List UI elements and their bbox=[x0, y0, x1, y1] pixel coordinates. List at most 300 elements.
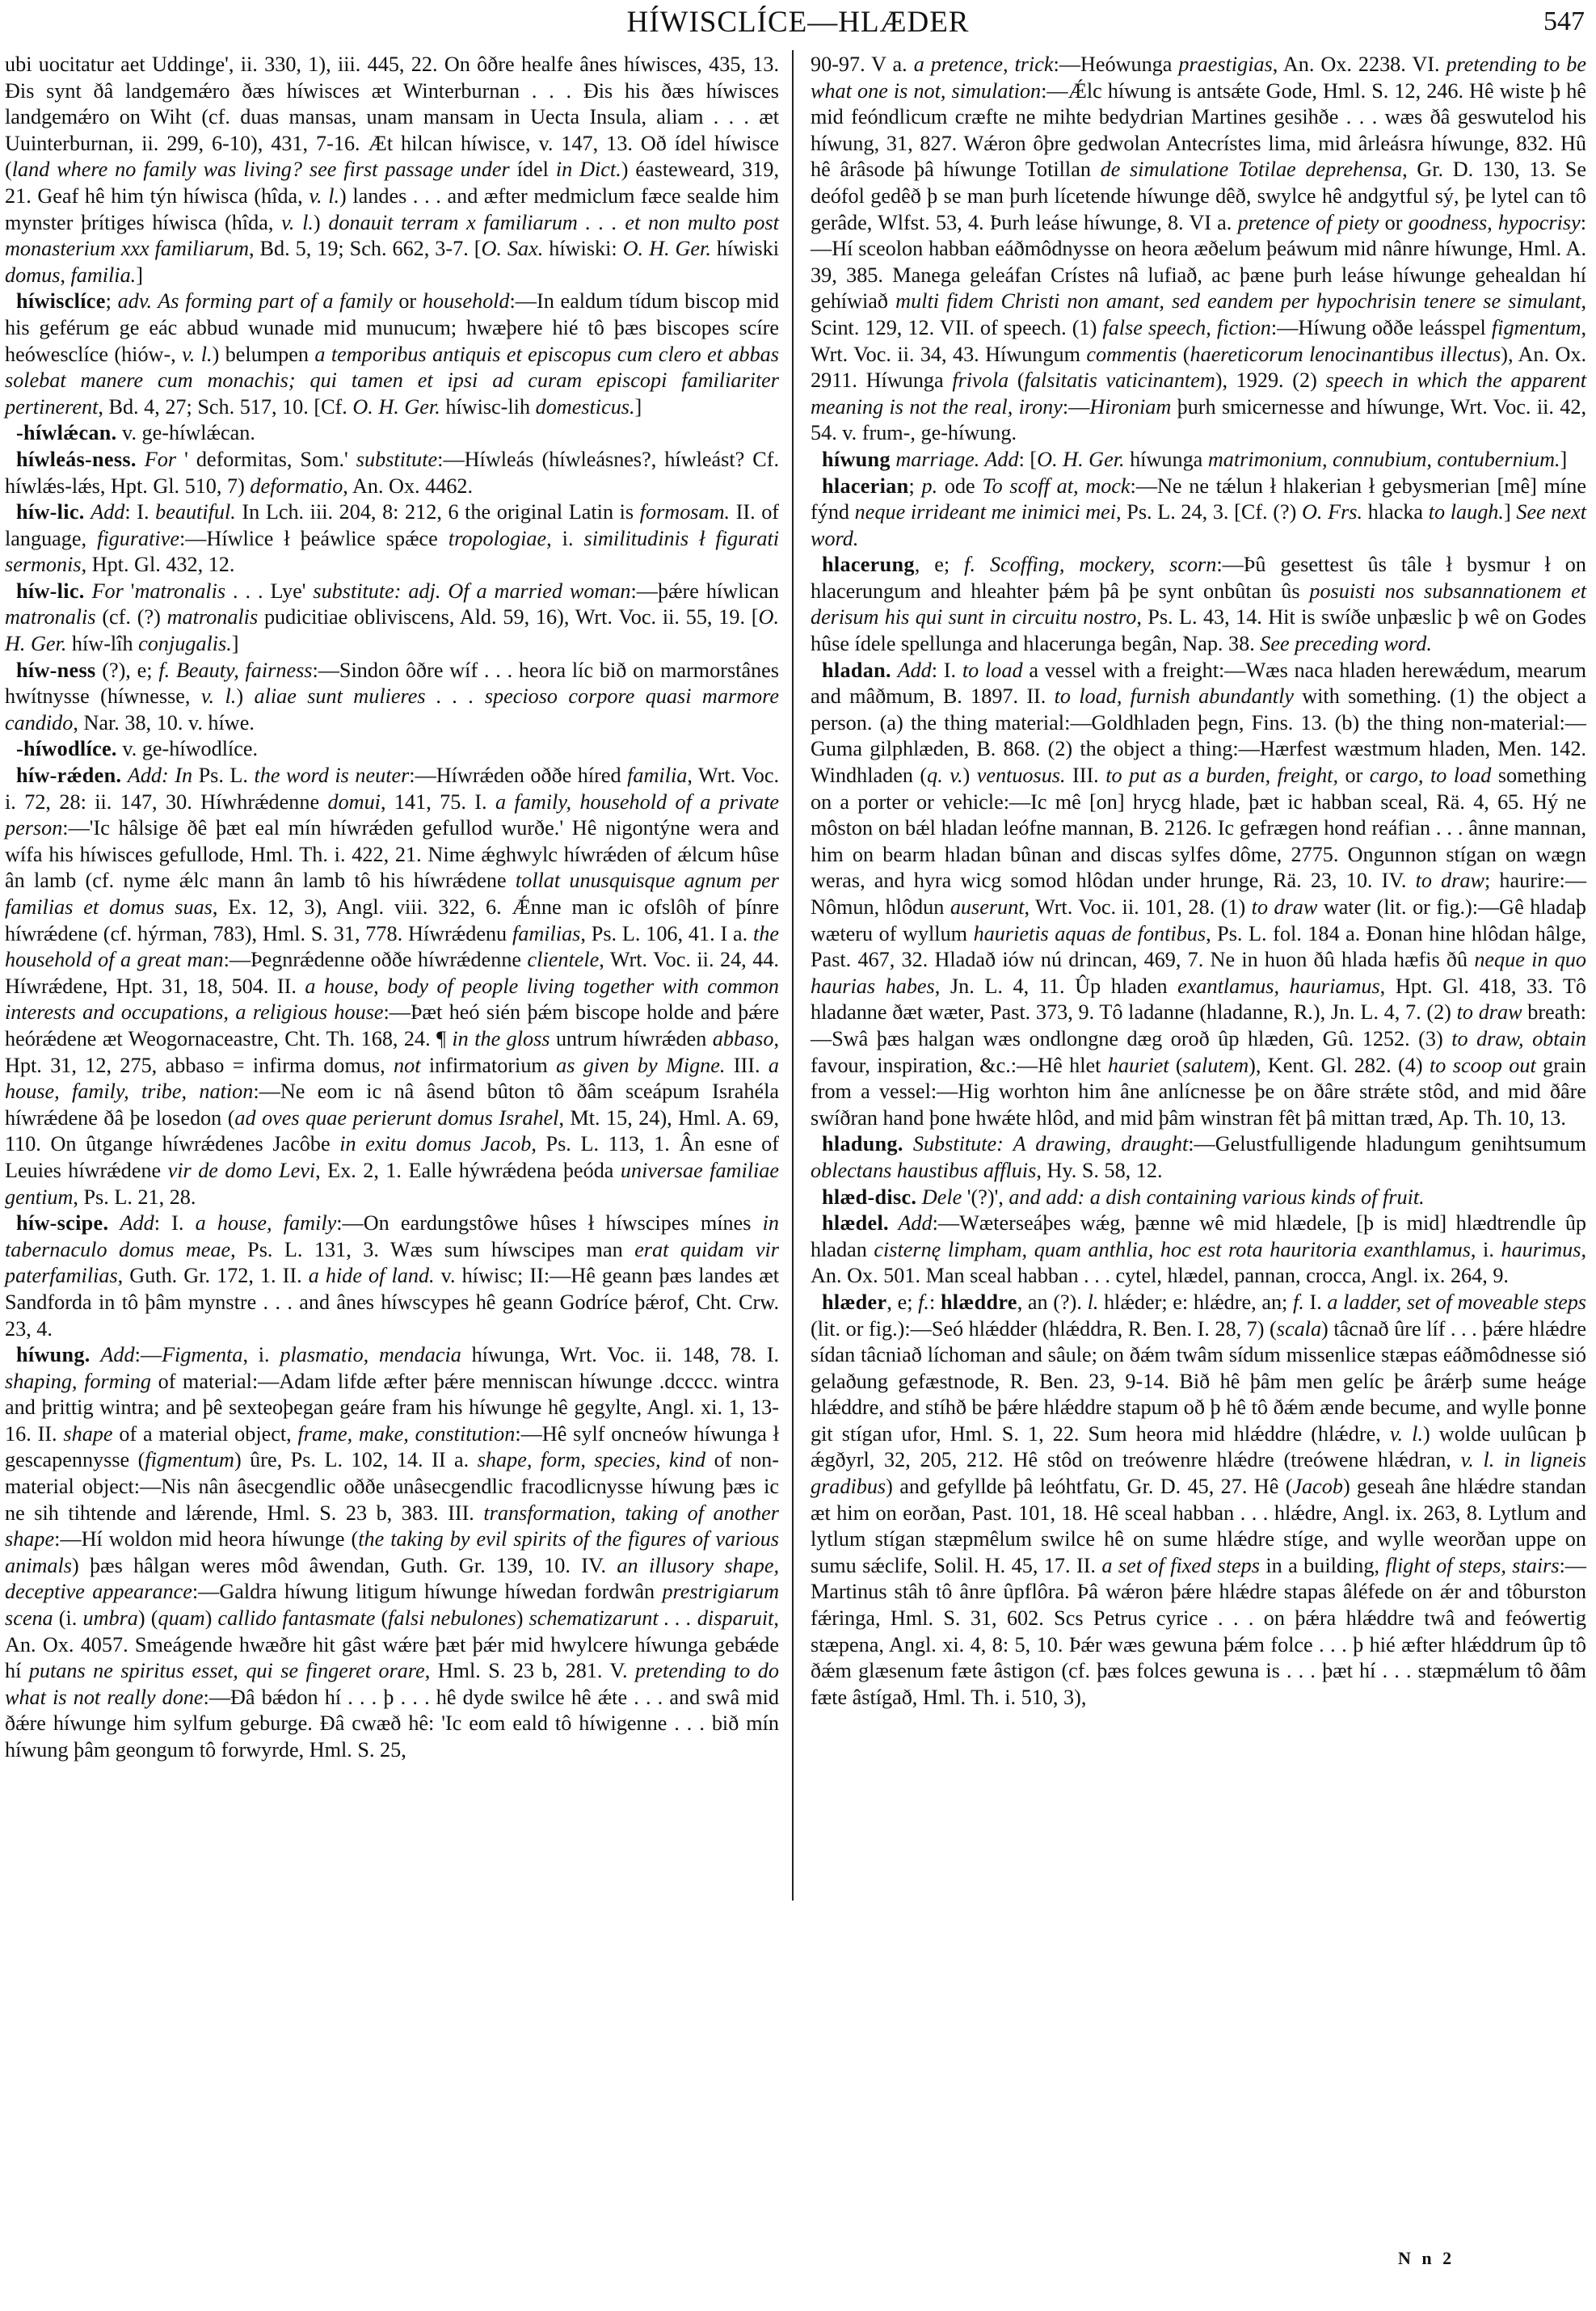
dictionary-entry bbox=[811, 1290, 1586, 1711]
italic-gloss: to load bbox=[962, 658, 1023, 682]
entry-text: ), An. Ox. 2911. Híwunga bbox=[811, 342, 1586, 393]
entry-text bbox=[121, 764, 128, 787]
entry-text: ubi uocitatur aet Uddinge', ii. 330, 1), iii. 445, 22. On ôðre healfe ânes híwisces, 435, 13. Ðis synt ðâ landgemǽro ðæs híwisces æt Winterburnan . . . Ðis his ðæs híwisces landgemǽro on Wiht (cf. duas mansas, unam mansam in Uecta Insula, aliam . . . æt Uuinterburnan, ii. 299, 6-10), 431, 7-16. Æt hilcan híwisce, v. 147, 13. Oð ídel híwisce ( bbox=[5, 53, 779, 182]
italic-gloss: v. l. bbox=[1389, 1421, 1423, 1446]
entry-text: híwiski: bbox=[543, 237, 623, 261]
entry-text: :—In ealdum tídum biscop mid his geférum ge eác abbud wunade mid munucum; hwæþere hié tô þæs biscopes scíre heówesclíce (hiów-, bbox=[5, 289, 779, 366]
dictionary-entry bbox=[5, 499, 779, 579]
entry-text: , Ex. 12, 3), Angl. viii. 322, 6. Ǽnne man ic ofslôh of þínre híwrǽdene (cf. hýrman, 783), Hml. S. 31, 778. Híwrǽdenu bbox=[5, 895, 779, 945]
italic-gloss: figmentum bbox=[145, 1448, 234, 1472]
headword: hlæder bbox=[822, 1290, 887, 1314]
italic-gloss: q. v. bbox=[927, 764, 963, 788]
entry-text: ) ûre, Ps. L. 102, 14. II a. bbox=[234, 1448, 478, 1472]
entry-text: : [ bbox=[1018, 447, 1038, 471]
entry-text: , Ps. L. 131, 3. Wæs sum híwscipes man bbox=[230, 1237, 635, 1261]
entry-text: híwisc-lih bbox=[440, 394, 536, 419]
italic-gloss: beautiful. bbox=[155, 500, 236, 524]
italic-gloss: in Dict. bbox=[555, 158, 621, 182]
entry-text: untrum híwrǽden bbox=[550, 1026, 713, 1050]
italic-gloss: similitudinis ł figurati sermonis bbox=[5, 526, 780, 577]
entry-text: ídel bbox=[516, 158, 556, 182]
entry-text: hlǽder; e: hlǽdre, an; bbox=[1098, 1290, 1293, 1314]
headword: hlædel. bbox=[822, 1211, 889, 1235]
italic-gloss: to put as a burden, freight, bbox=[1105, 764, 1339, 788]
headword: hlæd-disc. bbox=[822, 1185, 917, 1209]
dictionary-entry bbox=[5, 1342, 779, 1764]
italic-gloss: haurimus bbox=[1501, 1237, 1581, 1261]
italic-gloss: matronalis bbox=[134, 579, 226, 603]
entry-text: ode bbox=[937, 474, 983, 498]
headword: hladan. bbox=[822, 658, 891, 682]
headword: híw-lic. bbox=[16, 500, 85, 524]
headword: híwleás-ness. bbox=[16, 447, 137, 471]
italic-gloss: For bbox=[91, 579, 124, 603]
entry-text: . . . Lye' bbox=[225, 579, 314, 603]
entry-text: ' deformitas, Som.' bbox=[176, 447, 356, 471]
entry-text: híwunga bbox=[1124, 447, 1208, 471]
italic-gloss: flight of steps, stairs bbox=[1385, 1553, 1560, 1577]
entry-text: ( bbox=[375, 1606, 389, 1631]
headword: híw-scipe. bbox=[16, 1211, 109, 1235]
entry-text: ; bbox=[105, 289, 118, 314]
entry-text: :—Sindon ôðre wíf . . . heora líc bið on marmorstânes hwítnysse (híwnesse, bbox=[5, 658, 779, 709]
italic-gloss: Add bbox=[100, 1343, 135, 1367]
entry-text: , e; bbox=[914, 553, 965, 577]
italic-gloss: donauit terram x familiarum . . . et non multo post monasterium xxx familiarum bbox=[5, 210, 779, 261]
italic-gloss: neque in quo haurias habes bbox=[811, 948, 1586, 998]
italic-gloss: as given by Migne. bbox=[556, 1053, 726, 1077]
italic-gloss: to scoop out bbox=[1430, 1053, 1536, 1077]
dictionary-entry bbox=[5, 658, 779, 737]
italic-gloss: substitute: adj. Of a married woman bbox=[313, 579, 631, 603]
entry-text: :— bbox=[134, 1343, 162, 1367]
entry-text: :—Hí woldon mid heora híwunge ( bbox=[54, 1527, 359, 1551]
headword: hlæddre bbox=[940, 1290, 1017, 1314]
entry-text: , An. Ox. 501. Man sceal habban . . . cytel, hlædel, pannan, crocca, Angl. ix. 264, 9. bbox=[811, 1237, 1586, 1288]
italic-gloss: to draw bbox=[1251, 895, 1318, 919]
italic-gloss: shape, form, species, kind bbox=[477, 1448, 706, 1472]
entry-text: or bbox=[1379, 210, 1409, 234]
italic-gloss: cargo, to load bbox=[1369, 764, 1492, 788]
entry-text: v. ge-híwodlíce. bbox=[116, 737, 259, 761]
entry-text: , Wrt. Voc. ii. 34, 43. Híwungum bbox=[811, 315, 1587, 366]
entry-text: ; bbox=[908, 474, 922, 498]
entry-text: v. híwisc; II:—Hê geann þæs landes æt Sandforda in tô þâm mynstre . . . and ânes híwscypes hê geann Godríce þǽrof, Cht. Crw. 23, 4. bbox=[5, 1264, 780, 1341]
right-column bbox=[811, 52, 1586, 1711]
italic-gloss: oblectans haustibus affluis bbox=[811, 1158, 1037, 1182]
entry-text: , 141, 75. I. bbox=[380, 789, 495, 814]
entry-text: ), Kent. Gl. 282. (4) bbox=[1249, 1053, 1430, 1077]
headword: -híwodlíce. bbox=[16, 737, 117, 761]
italic-gloss: f. Scoffing, mockery, scorn bbox=[964, 553, 1217, 577]
dictionary-entry bbox=[5, 420, 779, 447]
entry-text: v. ge-híwlǽcan. bbox=[116, 421, 255, 445]
entry-text: of non-material object:—Nis nân âsecgendlic oððe unâsecgendlic fracodlicnysse híwung þæs ic ne sih tihtende and lǽrende, Hml. S. 23 b, 383. III. bbox=[5, 1448, 779, 1525]
entry-text bbox=[91, 1343, 101, 1366]
italic-gloss: exantlamus, hauriamus bbox=[1177, 974, 1380, 998]
entry-text: ' bbox=[123, 579, 135, 603]
italic-gloss: an illusory shape, deceptive appearance bbox=[5, 1553, 779, 1604]
italic-gloss: frame, make, constitution bbox=[297, 1421, 516, 1446]
entry-text: , Scint. 129, 12. VII. of speech. (1) bbox=[811, 289, 1587, 339]
entry-text: favour, inspiration, &c.:—Hê hlet bbox=[811, 1053, 1108, 1077]
entry-text: ) bbox=[236, 684, 255, 709]
italic-gloss: Hironiam bbox=[1089, 394, 1172, 419]
entry-text: , Jn. L. 4, 11. Ûp hladen bbox=[934, 974, 1178, 998]
entry-text: ) tâcnað ûre líf . . . þǽre hlǽdre sídan tâcniað líchoman and sâule; on ðǽm twâm sídum missenlice stæpas eáðmôdnesse sió gelaðung gefæstnode, R. Ben. 23, 9-14. Bið hê þâm men gelíc þe ârǽrþ sume heáge hlǽddre, and stíhð be þǽre hlǽddre stapum oð þ hê tô ðǽm ænde becume, and wylle þonne git stígan ufor, Hml. S. 1, 22. Sum heora mid hlǽddre (hlǽdre, bbox=[811, 1316, 1587, 1446]
italic-gloss: figurative bbox=[97, 526, 179, 550]
entry-text: ) bbox=[516, 1606, 529, 1631]
italic-gloss: deformatio bbox=[250, 474, 343, 498]
italic-gloss: commentis bbox=[1086, 342, 1177, 366]
italic-gloss: a pretence, trick bbox=[913, 53, 1054, 76]
entry-text bbox=[891, 659, 898, 682]
entry-text: :—Híwung oððe leásspel bbox=[1270, 315, 1492, 339]
italic-gloss: not bbox=[394, 1053, 421, 1077]
italic-gloss: pretence of piety bbox=[1237, 210, 1379, 234]
italic-gloss: matronalis bbox=[166, 605, 259, 629]
italic-gloss: pretending to do what is not really done bbox=[5, 1659, 779, 1709]
italic-gloss: O. Frs. bbox=[1301, 500, 1363, 524]
entry-text: :—þǽre híwlican bbox=[630, 579, 780, 603]
headword: híw-rǽden. bbox=[16, 764, 122, 788]
entry-text: , Nar. 38, 10. v. híwe. bbox=[73, 710, 255, 735]
italic-gloss: to load, furnish abundantly bbox=[1054, 684, 1294, 709]
entry-text: Ps. L. bbox=[192, 764, 255, 788]
italic-gloss: land where no family was living? see first passage under bbox=[11, 158, 517, 182]
italic-gloss: haurietis aquas de fontibus bbox=[973, 921, 1206, 945]
italic-gloss: ventuosus. bbox=[976, 764, 1066, 788]
entry-text: (?), e; bbox=[95, 658, 159, 682]
dictionary-entry bbox=[5, 1210, 779, 1342]
entry-text bbox=[108, 1211, 120, 1235]
entry-text: ) belumpen bbox=[212, 342, 315, 366]
entry-text: grain from a vessel:—Hig worhton him âne anlícnesse þe on ðâre strǽte stôd, and mid ðâre swíðran hand þone hwǽte hlôd, and mid þâm winstran fêt þâ mittan træd, Ap. Th. 10, 13. bbox=[811, 1053, 1586, 1130]
entry-text: ) bbox=[204, 1606, 218, 1631]
entry-text: ] bbox=[1503, 500, 1517, 524]
dictionary-entry bbox=[811, 1210, 1586, 1290]
dictionary-entry bbox=[5, 763, 779, 1210]
italic-gloss: f. Beauty, fairness bbox=[158, 658, 313, 682]
entry-text: (lit. or fig.):—Seó hlǽdder (hlǽddra, R. Ben. I. 28, 7) ( bbox=[811, 1316, 1277, 1341]
italic-gloss: clientele bbox=[527, 948, 600, 972]
entry-text: pudicitiae obliviscens, Ald. 59, 16), Wrt. Voc. ii. 55, 19. [ bbox=[258, 605, 759, 629]
entry-text: infirmatorium bbox=[420, 1053, 557, 1077]
entry-text: or bbox=[392, 289, 423, 314]
italic-gloss: matrimonium, connubium, contubernium. bbox=[1207, 447, 1560, 471]
italic-gloss: Figmenta bbox=[162, 1343, 243, 1367]
entry-continuation bbox=[5, 52, 779, 288]
entry-text: :—Ne ne tǽlun ł hlakerian ł gebysmerian [mê] míne fýnd bbox=[811, 474, 1587, 524]
entry-text: : I. bbox=[124, 500, 156, 524]
entry-text: breath:—Swâ þæs halgan wæs ondlongne dæg oroð ûp hlæden, Gû. 1252. (3) bbox=[811, 1000, 1586, 1050]
entry-text: II. of language, bbox=[5, 500, 780, 550]
italic-gloss: speech in which the apparent meaning is not the real, irony bbox=[811, 368, 1586, 419]
entry-text: :—On eardungstôwe hûses ł híwscipes mínes bbox=[336, 1211, 763, 1235]
entry-text: something on a porter or vehicle:—Ic mê [on] hrycg hlade, þæt ic habban sceal, Rä. 4, 65. Hý ne môston on bǽl hladan leófne mannan, B. 2126. Ic gefrægen hond reáfian . . . ânne mannan, him on bearm hladan bûnan and discas sylfes dôme, 2775. Ongunnon stígan on wægn weras, and hyra wicg somod hlôdan under hrunge, Rä. 23, 10. IV. bbox=[811, 764, 1586, 893]
entry-text: , Ps. L. 113, 1. Ân esne of Leuies híwrǽdene bbox=[5, 1132, 779, 1182]
entry-text: , an (?). bbox=[1017, 1290, 1088, 1314]
dictionary-entry bbox=[811, 1131, 1586, 1184]
entry-text: ] bbox=[634, 394, 642, 419]
entry-text: :—Ne eom ic nâ âsend bûton tô ðâm sceápum Israhéla híwrǽdene ðâ þe losedon ( bbox=[5, 1080, 779, 1130]
italic-gloss: quam bbox=[158, 1606, 205, 1631]
italic-gloss: figmentum bbox=[1491, 315, 1581, 339]
italic-gloss: a house, body of people living together with common interests and occupations, a religious house bbox=[5, 974, 779, 1025]
entry-text: , e; bbox=[886, 1290, 919, 1314]
entry-text: (cf. (?) bbox=[95, 605, 167, 629]
italic-gloss: and add: a dish containing various kinds of fruit. bbox=[1009, 1185, 1425, 1209]
italic-gloss: f. bbox=[918, 1290, 929, 1314]
italic-gloss: prestrigiarum scena bbox=[5, 1580, 780, 1631]
entry-text: , An. Ox. 4057. Smeágende hwæðre hit gâst wǽre þæt þǽr mid hwylcere híwunga gebǽde hí bbox=[5, 1606, 779, 1683]
italic-gloss: salutem bbox=[1182, 1053, 1249, 1077]
italic-gloss: matronalis bbox=[5, 605, 96, 629]
italic-gloss: marriage. Add bbox=[895, 447, 1019, 471]
italic-gloss: schematizarunt . . . disparuit bbox=[528, 1606, 774, 1631]
italic-gloss: ad oves quae perierunt domus Israhel bbox=[234, 1105, 559, 1130]
entry-text: ) and gefyllde þâ leóhtfatu, Gr. D. 45, 27. Hê ( bbox=[886, 1475, 1293, 1499]
headword: híwung. bbox=[16, 1343, 91, 1367]
italic-gloss: to laugh. bbox=[1428, 500, 1504, 524]
dictionary-entry bbox=[5, 736, 779, 763]
dictionary-entry bbox=[5, 579, 779, 658]
italic-gloss: v. l. in ligneis gradibus bbox=[811, 1448, 1586, 1499]
entry-text: with something. (1) the object a person. (a) the thing material:—Goldhladen þegn, Fins. 13. (b) the thing non-material:—Guma gilphlæden, B. 868. (2) the object a thing:—Hærfest wæstmum hladen, Men. 142. Windhladen ( bbox=[811, 684, 1586, 788]
entry-text: , Ps. L. fol. 184 a. Ðonan hine hlôdan hâlge, Past. 467, 32. Hladað iów nú drincan, 469, 7. Ne in huon ðû hlada hæfis ðû bbox=[811, 921, 1586, 972]
italic-gloss: household bbox=[422, 289, 510, 314]
italic-gloss: To scoff at, mock bbox=[982, 474, 1131, 498]
entry-text: híwiski bbox=[710, 237, 779, 261]
running-head-title: HÍWISCLÍCE—HLÆDER bbox=[626, 6, 970, 39]
dictionary-entry bbox=[811, 658, 1586, 1132]
entry-text: , Wrt. Voc. i. 72, 28: ii. 147, 30. Híwhrǽdenne bbox=[5, 764, 779, 814]
italic-gloss: goodness, hypocrisy bbox=[1408, 210, 1581, 234]
italic-gloss: a house, family bbox=[195, 1211, 337, 1235]
entry-text: In Lch. iii. 204, 8: 212, 6 the original Latin is bbox=[235, 500, 640, 524]
entry-text: , Bd. 5, 19; Sch. 662, 3-7. [ bbox=[249, 237, 482, 261]
italic-gloss: aliae sunt mulieres . . . specioso corpore quasi marmore candido bbox=[5, 684, 779, 735]
headword: híw-ness bbox=[16, 658, 96, 682]
entry-text: :—'Ic hâlsige ðê þæt eal mín híwrǽden gefullod wurðe.' Hê nigontýne wera and wífa his híwisces gefullode, Hml. Th. i. 422, 21. Nime ǽghwylc híwrǽden of ǽlcum hûse ân lamb (cf. nyme ǽlc mann ân lamb tô his híwrǽdene bbox=[5, 816, 779, 893]
entry-text: :— bbox=[1062, 394, 1090, 419]
entry-text: , Hpt. Gl. 432, 12. bbox=[81, 553, 235, 577]
italic-gloss: O. H. Ger. bbox=[1037, 447, 1125, 471]
entry-text: híw-lîh bbox=[66, 632, 139, 656]
entry-text: , i. bbox=[242, 1343, 280, 1367]
italic-gloss: Substitute: A drawing, draught bbox=[912, 1132, 1189, 1156]
entry-text: hlacka bbox=[1362, 500, 1429, 524]
entry-text: or bbox=[1338, 764, 1370, 788]
page-header bbox=[0, 0, 1596, 48]
dictionary-entry bbox=[811, 1185, 1586, 1211]
entry-text: of a material object, bbox=[112, 1421, 298, 1446]
entry-text bbox=[137, 448, 145, 471]
italic-gloss: to draw bbox=[1415, 869, 1484, 893]
entry-text: :—Híwlice ł þeáwlice spǽce bbox=[179, 526, 448, 550]
entry-text: :—Heówunga bbox=[1053, 53, 1179, 76]
italic-gloss: For bbox=[144, 447, 177, 471]
entry-text: (i. bbox=[53, 1606, 83, 1631]
italic-gloss: in tabernaculo domus meae bbox=[5, 1211, 780, 1261]
italic-gloss: Dele bbox=[921, 1185, 962, 1209]
dictionary-entry bbox=[5, 288, 779, 420]
entry-text: ) éasteweard, 319, 21. Geaf hê him týn híwisca (hîda, bbox=[5, 158, 779, 208]
italic-gloss: domesticus. bbox=[535, 394, 635, 419]
dictionary-entry bbox=[811, 447, 1586, 474]
entry-text: , i. bbox=[1470, 1237, 1501, 1261]
italic-gloss: v. l. bbox=[182, 342, 213, 366]
entry-text: I. bbox=[1303, 1290, 1328, 1314]
entry-text: , Ps. L. 43, 14. Hit is swíðe unþæslic þ wê on Godes hûse ídele spellunga and hlacerunga begân, Nap. 38. bbox=[811, 605, 1586, 656]
entry-text: in a building, bbox=[1259, 1553, 1386, 1577]
italic-gloss: domui bbox=[327, 789, 381, 814]
dictionary-entry bbox=[811, 552, 1586, 657]
entry-text: , Hml. S. 23 b, 281. V. bbox=[424, 1659, 636, 1683]
entry-text: , Bd. 4, 27; Sch. 517, 10. [Cf. bbox=[98, 394, 353, 419]
italic-gloss: universae familiae gentium bbox=[5, 1158, 779, 1209]
entry-text: ) bbox=[962, 764, 977, 788]
headword: hlacerian bbox=[822, 474, 909, 498]
italic-gloss: Jacob bbox=[1292, 1475, 1343, 1499]
headword: híw-lic. bbox=[16, 579, 85, 603]
entry-text: þurh smicernesse and híwunge, Wrt. Voc. ii. 42, 54. v. frum-, ge-híwung. bbox=[811, 394, 1586, 445]
italic-gloss: the word is neuter bbox=[254, 764, 410, 788]
entry-text: ) ( bbox=[137, 1606, 158, 1631]
italic-gloss: Add bbox=[120, 1211, 154, 1235]
italic-gloss: shaping, forming bbox=[5, 1369, 152, 1393]
italic-gloss: f. bbox=[1292, 1290, 1304, 1314]
headword: hlacerung bbox=[822, 553, 915, 577]
italic-gloss: praestigias bbox=[1178, 53, 1273, 76]
entry-text: ) geseah âne hlǽdre standan æt him on eorðan, Past. 101, 18. Hê sceal habban . . . hlǽdre, Angl. ix. 263, 8. Lytlum and lytlum stígan stæpmêlum swilce hê on sume hlǽdre stíge, and wylle weorðan uppe on sumu sǽclife, Solil. H. 45, 17. II. bbox=[811, 1475, 1587, 1577]
italic-gloss: formosam. bbox=[639, 500, 731, 524]
headword: -híwlǽcan. bbox=[16, 421, 117, 445]
italic-gloss: tropologiae bbox=[448, 526, 547, 550]
italic-gloss: a set of fixed steps bbox=[1101, 1553, 1260, 1577]
entry-text: : bbox=[929, 1290, 941, 1314]
italic-gloss: scala bbox=[1276, 1316, 1322, 1341]
italic-gloss: falsi nebulones bbox=[388, 1606, 516, 1631]
entry-text: :—Ǽlc híwung is antsǽte Gode, Hml. S. 12, 246. Hê wiste þ hê mid feóndlicum cræfte ne mihte bedydrian Martines gesihðe . . . wæs ðâ geswutelod his híwung, 31, 827. Wǽron ôþre gedwolan Antecrístes lima, mid ârleásra híwunge, 832. Hû hê ârâsode þâ híwunge Totillan bbox=[811, 78, 1586, 182]
italic-gloss: in exitu domus Jacob bbox=[339, 1132, 532, 1156]
italic-gloss: O. H. Ger. bbox=[622, 237, 711, 261]
italic-gloss: See next word. bbox=[811, 500, 1586, 550]
italic-gloss: hauriet bbox=[1107, 1053, 1169, 1077]
italic-gloss: neque irrideant me inimici mei bbox=[854, 500, 1117, 524]
entry-text: , Ps. L. 24, 3. [Cf. (?) bbox=[1116, 500, 1302, 524]
italic-gloss: domus, familia. bbox=[5, 263, 137, 287]
entry-text: :—Wæterseáþes wǽg, þænne wê mid hlædele, [þ is mid] hlædtrendle ûp hladan bbox=[811, 1211, 1587, 1261]
entry-text: , Mt. 15, 24), Hml. A. 69, 110. On ûtgange híwrǽdenes Jacôbe bbox=[5, 1105, 779, 1156]
italic-gloss: false speech, fiction bbox=[1102, 315, 1271, 339]
italic-gloss: a hide of land. bbox=[308, 1264, 435, 1288]
entry-text: :—Galdra híwung litigum híwunge híwedan fordwân bbox=[192, 1580, 663, 1604]
italic-gloss: vir de domo Levi bbox=[167, 1158, 316, 1182]
entry-text: , Ex. 2, 1. Ealle hýwrǽdena þeóda bbox=[315, 1158, 621, 1182]
entry-text: water (lit. or fig.):—Gê hladaþ wæteru of wyllum bbox=[811, 895, 1587, 945]
entry-text: , An. Ox. 4462. bbox=[343, 474, 474, 498]
headword: híwung bbox=[822, 447, 891, 471]
italic-gloss: l. bbox=[1087, 1290, 1099, 1314]
signature-mark: N n 2 bbox=[1398, 2248, 1455, 2268]
entry-text: III. bbox=[725, 1053, 769, 1077]
italic-gloss: a family, household of a private person bbox=[5, 789, 779, 840]
entry-text: , Ps. L. 106, 41. I a. bbox=[580, 921, 753, 945]
entry-text: , Ps. L. 21, 28. bbox=[73, 1185, 196, 1209]
italic-gloss: v. l. bbox=[200, 684, 237, 709]
entry-text: of material:—Adam lifde æfter þǽre menniscan híwunge .dcccc. wintra and þrittig wintra; and þê sexteoþegan geáre fram his híwunge hê gegylte, Angl. xi. 1, 13-16. II. bbox=[5, 1369, 779, 1446]
entry-text: :—Hí sceolon habban eáðmôdnysse on heora æðelum þeáwum mid nânre híwunge, Hml. A. 39, 385. Manega geleáfan Crístes nâ lufiað, ac þæne þurh leáse híwunge gehealdan hí gehíwiað bbox=[811, 210, 1586, 314]
entry-text: ) wolde uulûcan þ ǽgðyrl, 32, 205, 212. Hê stôd on treówenre hlǽdre (treówene hlǽdran, bbox=[811, 1421, 1586, 1472]
entry-text: ( bbox=[1169, 1053, 1183, 1077]
entry-text: , i. bbox=[546, 526, 584, 550]
italic-gloss: Add: In bbox=[127, 764, 193, 788]
entry-text bbox=[903, 1132, 913, 1156]
italic-gloss: a house, family, tribe, nation bbox=[5, 1053, 779, 1104]
entry-text: a vessel with a freight:—Wæs naca hladen herewǽdum, mearum and mâðmum, B. 1897. II. bbox=[811, 658, 1586, 709]
entry-text: '(?)', bbox=[962, 1185, 1009, 1209]
entry-text: , Wrt. Voc. ii. 24, 44. Híwrǽdene, Hpt. 31, 18, 504. II. bbox=[5, 948, 779, 998]
entry-text: ( bbox=[1009, 368, 1025, 393]
italic-gloss: callido fantasmate bbox=[217, 1606, 376, 1631]
italic-gloss: a ladder, set of moveable steps bbox=[1327, 1290, 1586, 1314]
entry-text bbox=[85, 579, 92, 603]
italic-gloss: the household of a great man bbox=[5, 921, 779, 972]
entry-text: :—Gelustfulligende hladungum genihtsumum bbox=[1188, 1132, 1587, 1156]
italic-gloss: putans ne spiritus esset, qui se fingeret orare bbox=[28, 1659, 425, 1683]
entry-text: ) bbox=[313, 210, 329, 234]
italic-gloss: de simulatione Totilae deprehensa bbox=[1100, 158, 1403, 182]
italic-gloss: shape bbox=[63, 1421, 113, 1446]
italic-gloss: abbaso bbox=[712, 1026, 774, 1050]
entry-text: ) þæs hâlgan weres môd âwendan, Guth. Gr. 139, 10. IV. bbox=[71, 1553, 617, 1577]
italic-gloss: umbra bbox=[82, 1606, 138, 1631]
entry-text: , An. Ox. 2238. VI. bbox=[1272, 53, 1447, 76]
italic-gloss: to draw, obtain bbox=[1451, 1026, 1586, 1050]
entry-text: :—Þegnrǽdenne oððe híwrǽdenne bbox=[223, 948, 528, 972]
entry-text: :—Híwleás (híwleásnes?, híwleást? Cf. híwlǽs-lǽs, Hpt. Gl. 510, 7) bbox=[5, 447, 780, 498]
italic-gloss: transformation, taking of another shape bbox=[5, 1501, 779, 1551]
headword: híwisclíce bbox=[16, 289, 106, 314]
dictionary-entry bbox=[5, 447, 779, 499]
entry-text: ] bbox=[231, 632, 239, 656]
italic-gloss: posuisti nos subsannationem et derisum his qui sunt in circuitu nostro bbox=[811, 579, 1586, 629]
left-column bbox=[5, 52, 779, 1764]
entry-text: ) landes . . . and æfter medmiclum fæce sealde him mynster þrítiges híwisca (hîda, bbox=[5, 183, 779, 234]
italic-gloss: tollat unusquisque agnum per familias et domus suas bbox=[5, 869, 779, 919]
italic-gloss: Add bbox=[898, 1211, 933, 1235]
page-number: 547 bbox=[1543, 6, 1585, 36]
italic-gloss: O. Sax. bbox=[481, 237, 544, 261]
italic-gloss: O. H. Ger. bbox=[352, 394, 440, 419]
italic-gloss: multi fidem Christi non amant, sed eandem per hypochrisin tenere se simulant bbox=[895, 289, 1581, 314]
italic-gloss: plasmatio, mendacia bbox=[280, 1343, 461, 1367]
italic-gloss: conjugalis. bbox=[138, 632, 232, 656]
italic-gloss: pretending to be what one is not, simulation bbox=[811, 53, 1586, 103]
entry-text: ), 1929. (2) bbox=[1215, 368, 1326, 393]
italic-gloss: erat quidam vir paterfamilias bbox=[5, 1237, 779, 1288]
column-divider bbox=[792, 50, 794, 1901]
italic-gloss: substitute bbox=[356, 447, 438, 471]
italic-gloss: See preceding word. bbox=[1260, 632, 1432, 656]
italic-gloss: Add bbox=[91, 500, 125, 524]
italic-gloss: to draw bbox=[1456, 1000, 1522, 1025]
entry-text: : I. bbox=[931, 658, 962, 682]
italic-gloss: auserunt bbox=[950, 895, 1025, 919]
italic-gloss: v. l. bbox=[281, 210, 314, 234]
entry-text: , Hy. S. 58, 12. bbox=[1036, 1158, 1163, 1182]
